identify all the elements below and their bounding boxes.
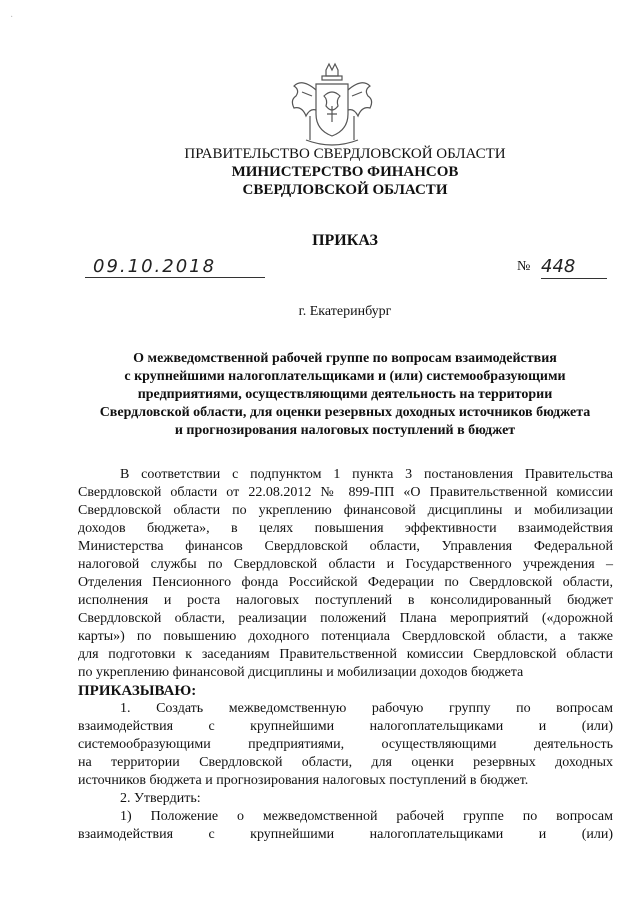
item1-line: системообразующими предприятиями, осуществляющими деятельность (78, 737, 613, 752)
order-body (78, 466, 613, 844)
preamble-line: Свердловской области, реализации положений Плана мероприятий («дорожной (78, 611, 613, 626)
preamble-line: В соответствии с подпунктом 1 пункта 3 постановления Правительства (120, 467, 613, 482)
preamble-line: Министерства финансов Свердловской области, Управления Федеральной (78, 539, 613, 554)
coat-of-arms-emblem (286, 56, 378, 152)
issue-city: г. Екатеринбург (298, 304, 392, 319)
government-name: ПРАВИТЕЛЬСТВО СВЕРДЛОВСКОЙ ОБЛАСТИ (184, 146, 506, 162)
item1-line: на территории Свердловской области, для оценки резервных доходных (78, 755, 613, 770)
item1-line: источников бюджета и прогнозирования налоговых поступлений в бюджет. (78, 773, 529, 788)
item2-1-line: 1) Положение о межведомственной рабочей группе по вопросам (120, 809, 613, 824)
subject-line: предприятиями, осуществляющими деятельность на территории (137, 387, 553, 402)
preamble-line: налоговой службы по Свердловской области и Государственного учреждения – (78, 557, 613, 572)
ministry-name: МИНИСТЕРСТВО ФИНАНСОВ (231, 164, 459, 180)
preamble-line: для подготовки к заседаниям Правительственной комиссии Свердловской области (78, 647, 613, 662)
preamble-line: по укреплению финансовой дисциплины и мобилизации доходов бюджета (78, 665, 524, 680)
order-subject (78, 350, 612, 440)
subject-line: с крупнейшими налогоплательщиками и (или) системообразующими (124, 369, 566, 384)
order-date: 09.10.2018 (85, 256, 265, 278)
preamble-line: Отделения Пенсионного фонда Российской Федерации по Свердловской области, (78, 575, 613, 590)
ministry-region: СВЕРДЛОВСКОЙ ОБЛАСТИ (242, 182, 448, 198)
item1-line: взаимодействия с крупнейшими налогоплательщиками и (или) (78, 719, 613, 734)
preamble-line: карты») по повышению доходного потенциала Свердловской области, а также (78, 629, 613, 644)
preamble-line: Свердловской области от 22.08.2012 № 899-ПП «О Правительственной комиссии (78, 485, 613, 500)
order-number-label: № (517, 259, 531, 274)
subject-line: Свердловской области, для оценки резервных доходных источников бюджета (99, 405, 591, 420)
preamble-line: доходов бюджета», в целях повышения эффективности взаимодействия (78, 521, 613, 536)
subject-line: и прогнозирования налоговых поступлений в бюджет (174, 423, 516, 438)
item2-1-line: взаимодействия с крупнейшими налогоплательщиками и (или) (78, 827, 613, 842)
subject-line: О межведомственной рабочей группе по вопросам взаимодействия (133, 351, 557, 366)
order-number: 448 (541, 256, 607, 279)
item2-line: 2. Утвердить: (120, 791, 201, 806)
decree-heading: ПРИКАЗЫВАЮ: (78, 683, 197, 699)
item1-line: 1. Создать межведомственную рабочую группу по вопросам (120, 701, 613, 716)
document-title: ПРИКАЗ (312, 232, 378, 249)
preamble-line: исполнения и роста налоговых поступлений в консолидированный бюджет (78, 593, 613, 608)
scan-speck: · (10, 12, 14, 23)
preamble-line: Свердловской области по укреплению финансовой дисциплины и мобилизации (78, 503, 613, 518)
